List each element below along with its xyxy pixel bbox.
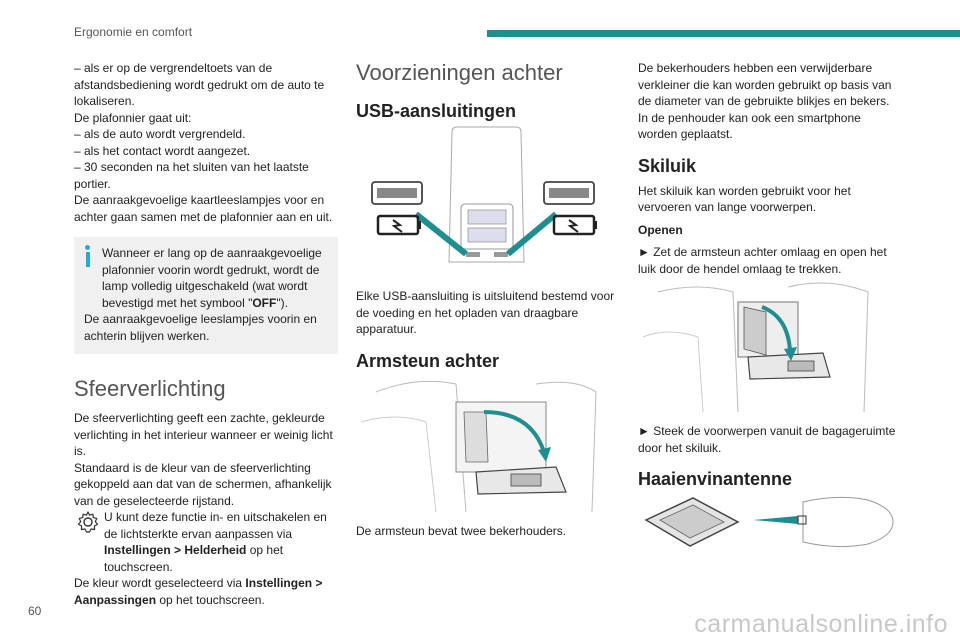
skiluik-step-2: ► Steek de voorwerpen vanuit de bagageruimte door het skiluik. [638,424,896,455]
openen-label: Openen [638,222,683,237]
column-middle [356,60,618,539]
watermark: carmanualsonline.info [694,610,948,638]
info-text-2: De aanraakgevoelige leeslampjes voorin en achterin blijven werken. [84,312,317,343]
info-text-1: Wanneer er lang op de aanraakgevoelige plafonnier voorin wordt gedrukt, wordt de lamp volledig uitgeschakeld (wat wordt bevestigd met het symbool "OFF"). [102,246,322,310]
cupholder-text: De bekerhouders hebben een verwijderbare verkleiner die kan worden gebruikt op basis van de diameter van de gebruikte blikjes en bekers. [638,61,892,108]
skiluik-step-1: ► Zet de armsteun achter omlaag en open het luik door de hendel omlaag te trekken. [638,245,887,276]
info-icon [84,245,92,267]
intro-line-6: De aanraakgevoelige kaartleeslampjes voor en achter gaan samen met de plafonnier aan en uit. [74,193,333,224]
intro-line-4: – als het contact wordt aangezet. [74,143,251,158]
antenna-heading: Haaienvinantenne [638,469,793,489]
armrest-illustration [356,372,618,517]
page-number: 60 [28,604,42,618]
section-header: Ergonomie en comfort [74,25,193,39]
gear-icon [76,510,100,534]
header-bar [487,30,960,37]
skiluik-text: Het skiluik kan worden gebruikt voor het vervoeren van lange voorwerpen. [638,183,851,214]
intro-line-1: – als er op de vergrendeltoets van de afstandsbediening wordt gedrukt om de auto te lokaliseren. [74,61,325,108]
sfeer-p4: De kleur wordt geselecteerd via Instellingen > Aanpassingen op het touchscreen. [74,576,323,607]
column-left [74,60,338,608]
intro-line-5: – 30 seconden na het sluiten van het laatste portier. [74,160,309,191]
sfeer-p1: De sfeerverlichting geeft een zachte, gekleurde verlichting in het interieur wanneer er weinig licht is. [74,411,333,458]
intro-line-3: – als de auto wordt vergrendeld. [74,127,246,141]
info-box [74,237,338,354]
usb-heading: USB-aansluitingen [356,101,517,121]
penholder-text: In de penhouder kan ook een smartphone worden geplaatst. [638,110,861,141]
armrest-text: De armsteun bevat twee bekerhouders. [356,523,567,538]
intro-line-2: De plafonnier gaat uit: [74,110,192,125]
column-right [638,60,902,550]
sfeer-title: Sfeerverlichting [74,376,226,401]
antenna-illustration [638,490,902,550]
usb-text: Elke USB-aansluiting is uitsluitend bestemd voor de voeding en het opladen van draagbare apparatuur. [356,289,615,336]
rear-equipment-title: Voorzieningen achter [356,60,563,85]
sfeer-p2: Standaard is de kleur van de sfeerverlichting gekoppeld aan dat van de schermen, afhankelijk van de geselecteerde rijstand. [74,460,332,508]
usb-illustration [356,122,618,282]
sfeer-p3: U kunt deze functie in- en uitschakelen en de lichtsterkte ervan aanpassen via Instellingen > Helderheid op het touchscreen. [74,509,338,575]
skiluik-illustration [638,277,902,417]
armrest-heading: Armsteun achter [356,350,500,371]
skiluik-heading: Skiluik [638,155,697,176]
